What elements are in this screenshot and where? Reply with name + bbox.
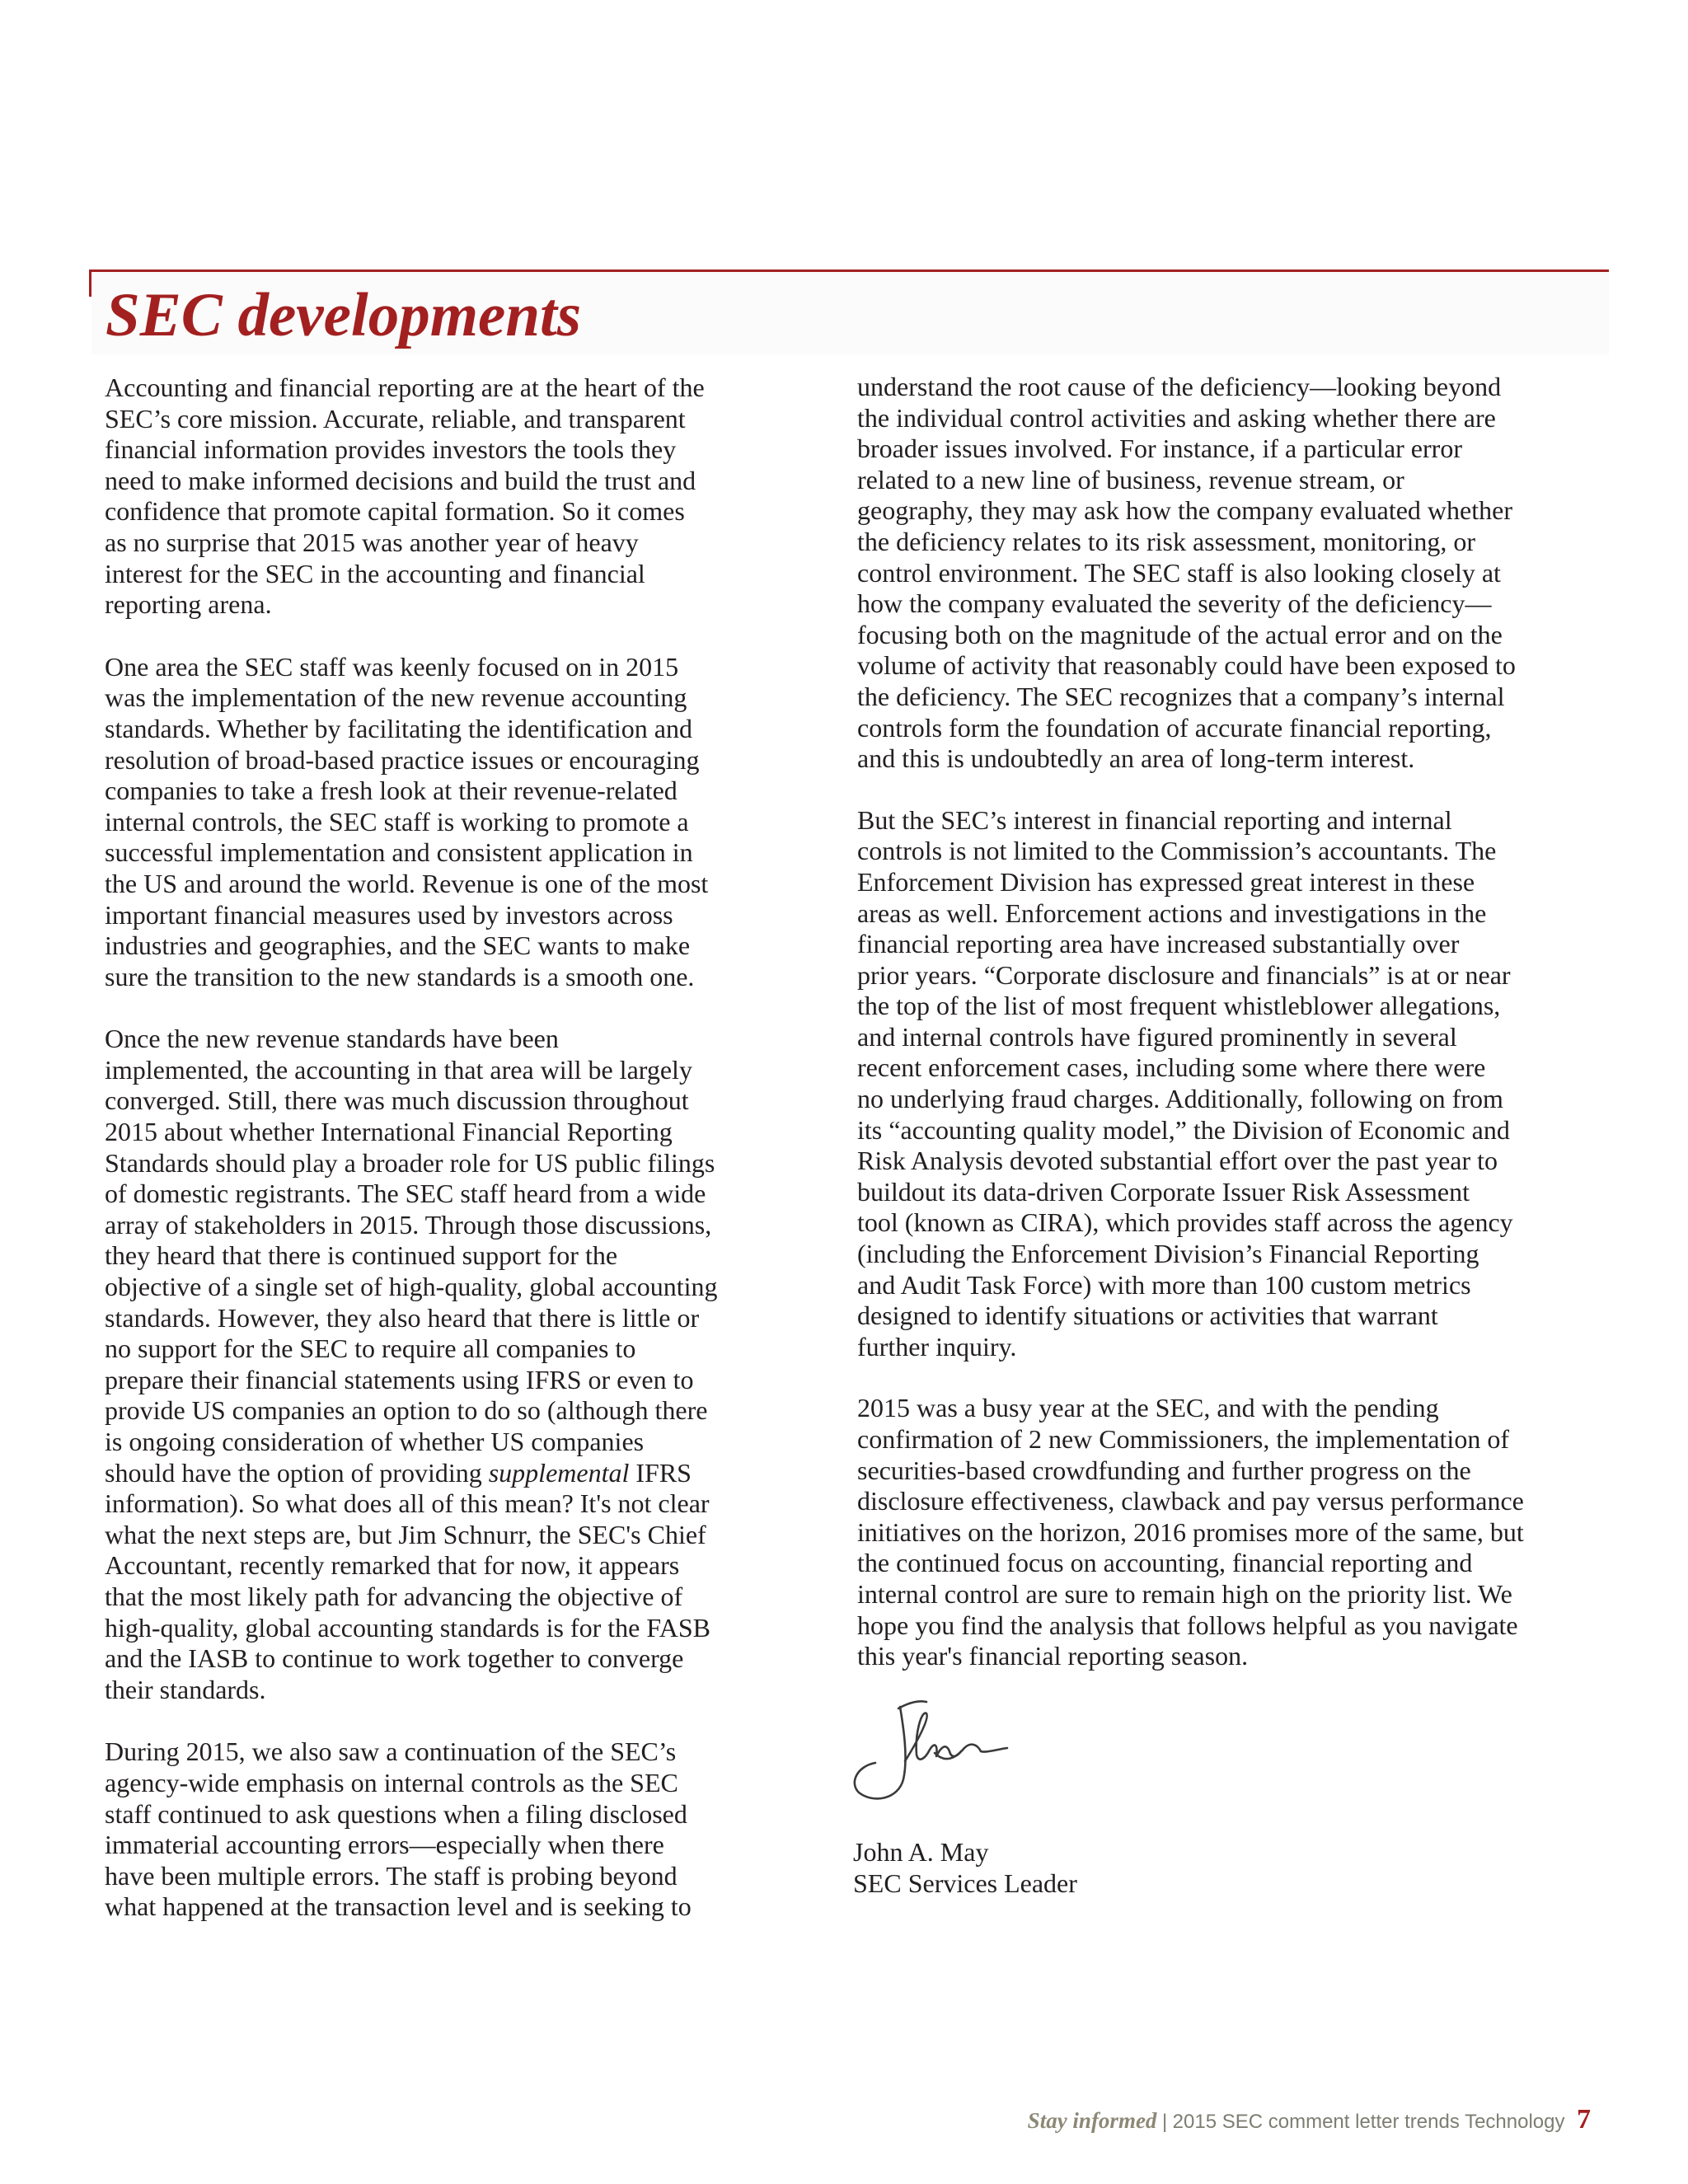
- paragraph: During 2015, we also saw a continuation of the SEC’s agency-wide emphasis on internal controls as the SEC staff continued to ask questions when a filing disclosed immaterial accounting errors—especially when there have been multiple errors. The staff is probing beyond what happened at the transaction level and is seeking to: [105, 1736, 692, 1922]
- left-column: [105, 373, 805, 1954]
- signer-block: [853, 1836, 1077, 1899]
- page-footer: [1027, 2104, 1591, 2135]
- right-column: [857, 372, 1615, 1703]
- emphasis-text: supplemental: [488, 1457, 630, 1488]
- paragraph: [105, 1024, 805, 1705]
- footer-publication: Stay informed: [1027, 2108, 1157, 2133]
- signer-role: SEC Services Leader: [853, 1868, 1077, 1898]
- page-number: 7: [1577, 2104, 1591, 2135]
- paragraph-text: Once the new revenue standards have been implemented, the accounting in that area will be largely converged. Still, there was much discussion throughout 2015 about whether International Financial Reporting Standards should play a broader role for US public filings of domestic registrants. The SEC staff heard from a wide array of stakeholders in 2015. Through those discussions, they heard that there is continued support for the objective of a single set of high-quality, global accounting standards. However, they also heard that there is little or no support for the SEC to require all companies to prepare their financial statements using IFRS or even to provide US companies an option to do so (although there is ongoing consideration of whether US companies should have the option of providing: [105, 1024, 718, 1488]
- paragraph-text: IFRS information). So what does all of this mean? It's not clear what the next steps are, but Jim Schnurr, the SEC's Chief Accountant, recently remarked that for now, it appears that the most likely path for advancing the objective of high-quality, global accounting standards is for the FASB and the IASB to continue to work together to converge their standards.: [105, 1457, 710, 1704]
- paragraph: understand the root cause of the deficiency—looking beyond the individual control activities and asking whether there are broader issues involved. For instance, if a particular error related to a new line of business, revenue stream, or geography, they may ask how the company evaluated whether the deficiency relates to its risk assessment, monitoring, or control environment. The SEC staff is also looking closely at how the company evaluated the severity of the deficiency— focusing both on the magnitude of the actual error and on the volume of activity that reasonably could have been exposed to the deficiency. The SEC recognizes that a company’s internal controls form the foundation of accurate financial reporting, and this is undoubtedly an area of long-term interest.: [857, 372, 1516, 774]
- footer-separator: |: [1161, 2111, 1168, 2133]
- paragraph: 2015 was a busy year at the SEC, and with the pending confirmation of 2 new Commissioners, the implementation of securities-based crowdfunding and further progress on the disclosure effectiveness, clawback and pay versus performance initiatives on the horizon, 2016 promises more of the same, but the continued focus on accounting, financial reporting and internal control are sure to remain high on the priority list. We hope you find the analysis that follows helpful as you navigate this year's financial reporting season.: [857, 1393, 1524, 1671]
- handwritten-signature: [849, 1694, 1014, 1817]
- paragraph: One area the SEC staff was keenly focused on in 2015 was the implementation of the new revenue accounting standards. Whether by facilitating the identification and resolution of broad-based practice issues or encouraging companies to take a fresh look at their revenue-related internal controls, the SEC staff is working to promote a successful implementation and consistent application in the US and around the world. Revenue is one of the most important financial measures used by investors across industries and geographies, and the SEC wants to make sure the transition to the new standards is a smooth one.: [105, 651, 709, 991]
- footer-document-title: 2015 SEC comment letter trends Technology: [1172, 2111, 1565, 2133]
- paragraph: But the SEC’s interest in financial reporting and internal controls is not limited to the Commission’s accountants. The Enforcement Division has expressed great interest in these areas as well. Enforcement actions and investigations in the financial reporting area have increased substantially over prior years. “Corporate disclosure and financials” is at or near the top of the list of most frequent whistleblower allegations, and internal controls have figured prominently in several recent enforcement cases, including some where there were no underlying fraud charges. Additionally, following on from its “accounting quality model,” the Division of Economic and Risk Analysis devoted substantial effort over the past year to buildout its data-driven Corporate Issuer Risk Assessment tool (known as CIRA), which provides staff across the agency (including the Enforcement Division’s Financial Reporting and Audit Task Force) with more than 100 custom metrics designed to identify situations or activities that warrant further inquiry.: [857, 804, 1513, 1361]
- page-title: SEC developments: [106, 281, 582, 349]
- signer-name: John A. May: [853, 1837, 989, 1867]
- paragraph: Accounting and financial reporting are at the heart of the SEC’s core mission. Accurate, reliable, and transparent financial information provides investors the tools they need to make informed decisions and build the trust and confidence that promote capital formation. So it comes as no surprise that 2015 was another year of heavy interest for the SEC in the accounting and financial reporting arena.: [105, 373, 705, 620]
